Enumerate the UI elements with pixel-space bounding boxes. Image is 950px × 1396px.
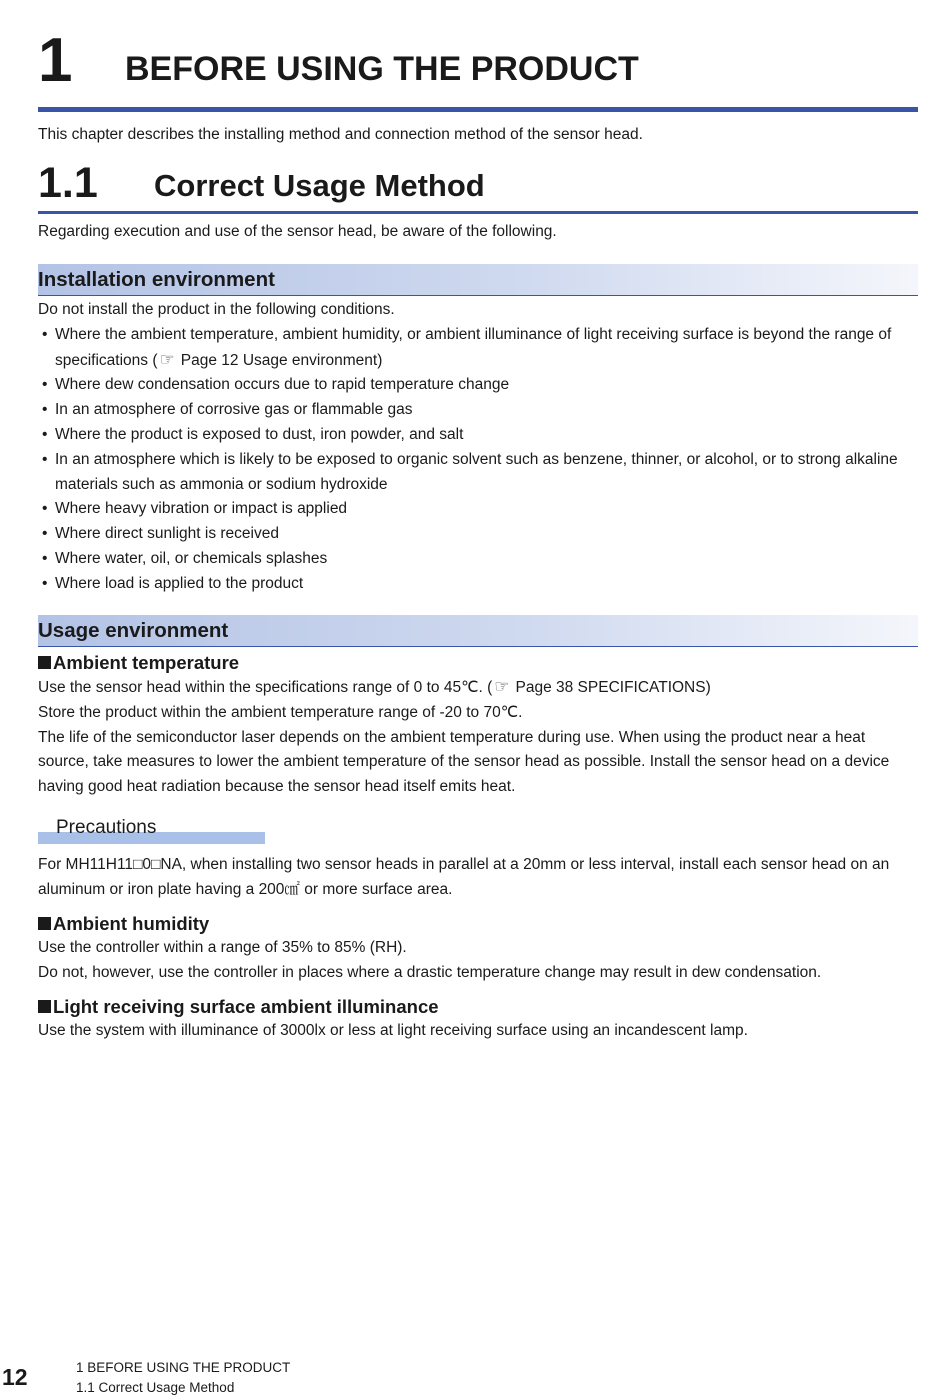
list-item: • Where the product is exposed to dust, iron powder, and salt	[38, 423, 918, 448]
precautions-text: For MH11H11□0□NA, when installing two sensor heads in parallel at a 20mm or less interval, install each sensor head on an aluminum or iron plate having a 200㎠ or more surface area.	[38, 856, 890, 898]
list-item	[38, 323, 918, 374]
section-rule	[38, 211, 918, 214]
footer-chapter-link[interactable]: 1 BEFORE USING THE PRODUCT	[76, 1360, 291, 1375]
temperature-line-1	[38, 675, 918, 701]
humidity-line-2: Do not, however, use the controller in places where a drastic temperature change may result in dew condensation.	[38, 963, 822, 981]
chapter-title: BEFORE USING THE PRODUCT	[125, 50, 639, 88]
pointing-hand-icon: ☞	[159, 349, 175, 369]
chapter-rule	[38, 107, 918, 112]
ambient-humidity-heading	[38, 915, 209, 934]
section-number: 1.1	[38, 159, 98, 207]
section-intro: Regarding execution and use of the sensor head, be aware of the following.	[38, 223, 557, 240]
ambient-humidity-title: Ambient humidity	[53, 913, 210, 934]
list-item: • Where direct sunlight is received	[38, 522, 918, 547]
humidity-line-1: Use the controller within a range of 35% to 85% (RH).	[38, 939, 407, 956]
list-item-text: Where the ambient temperature, ambient humidity, or ambient illuminance of light receiving surface is beyond the range of specifications (	[55, 325, 892, 369]
ambient-temperature-title: Ambient temperature	[53, 652, 240, 673]
list-item: • Where dew condensation occurs due to rapid temperature change	[38, 373, 918, 398]
precautions-label: Precautions	[56, 817, 157, 838]
black-square-icon	[38, 917, 51, 930]
page-reference-link[interactable]: Page 38 SPECIFICATIONS)	[515, 679, 711, 696]
usage-heading-band	[38, 615, 918, 647]
chapter-intro: This chapter describes the installing method and connection method of the sensor head.	[38, 126, 643, 143]
installation-list	[38, 323, 918, 597]
illuminance-heading	[38, 998, 439, 1017]
illuminance-title: Light receiving surface ambient illuminance	[53, 996, 439, 1017]
black-square-icon	[38, 1000, 51, 1013]
installation-section	[38, 298, 918, 597]
ambient-temperature-body	[38, 675, 918, 800]
list-item: • In an atmosphere of corrosive gas or flammable gas	[38, 398, 918, 423]
pointing-hand-icon: ☞	[494, 677, 510, 696]
usage-heading: Usage environment	[38, 619, 229, 642]
page-reference-link[interactable]: Page 12 Usage environment)	[180, 351, 383, 369]
list-item: • In an atmosphere which is likely to be exposed to organic solvent such as benzene, thinner, or alcohol, or to strong alkaline materials such as ammonia or sodium hydroxide	[38, 448, 918, 498]
footer-section-link[interactable]: 1.1 Correct Usage Method	[76, 1380, 235, 1395]
temperature-line-1-text: Use the sensor head within the specifications range of 0 to 45℃. (	[38, 679, 493, 696]
list-item: • Where load is applied to the product	[38, 572, 918, 597]
installation-heading-band	[38, 264, 918, 296]
installation-lead: Do not install the product in the following conditions.	[38, 301, 395, 318]
black-square-icon	[38, 656, 51, 669]
list-item: • Where water, oil, or chemicals splashes	[38, 547, 918, 572]
list-item: • Where heavy vibration or impact is applied	[38, 497, 918, 522]
illuminance-line-1: Use the system with illuminance of 3000lx or less at light receiving surface using an incandescent lamp.	[38, 1022, 748, 1039]
chapter-number: 1	[38, 26, 73, 95]
section-title: Correct Usage Method	[154, 168, 485, 203]
temperature-paragraph: The life of the semiconductor laser depends on the ambient temperature during use. When using the product near a heat source, take measures to lower the ambient temperature of the sensor head as possible. Install the sensor head on a device having good heat radiation because the sensor head itself emits heat.	[38, 728, 890, 796]
installation-heading: Installation environment	[38, 268, 275, 291]
ambient-temperature-heading	[38, 654, 239, 673]
page-number: 12	[2, 1364, 28, 1390]
temperature-line-2: Store the product within the ambient temperature range of -20 to 70℃.	[38, 703, 523, 721]
ambient-humidity-body	[38, 936, 918, 986]
